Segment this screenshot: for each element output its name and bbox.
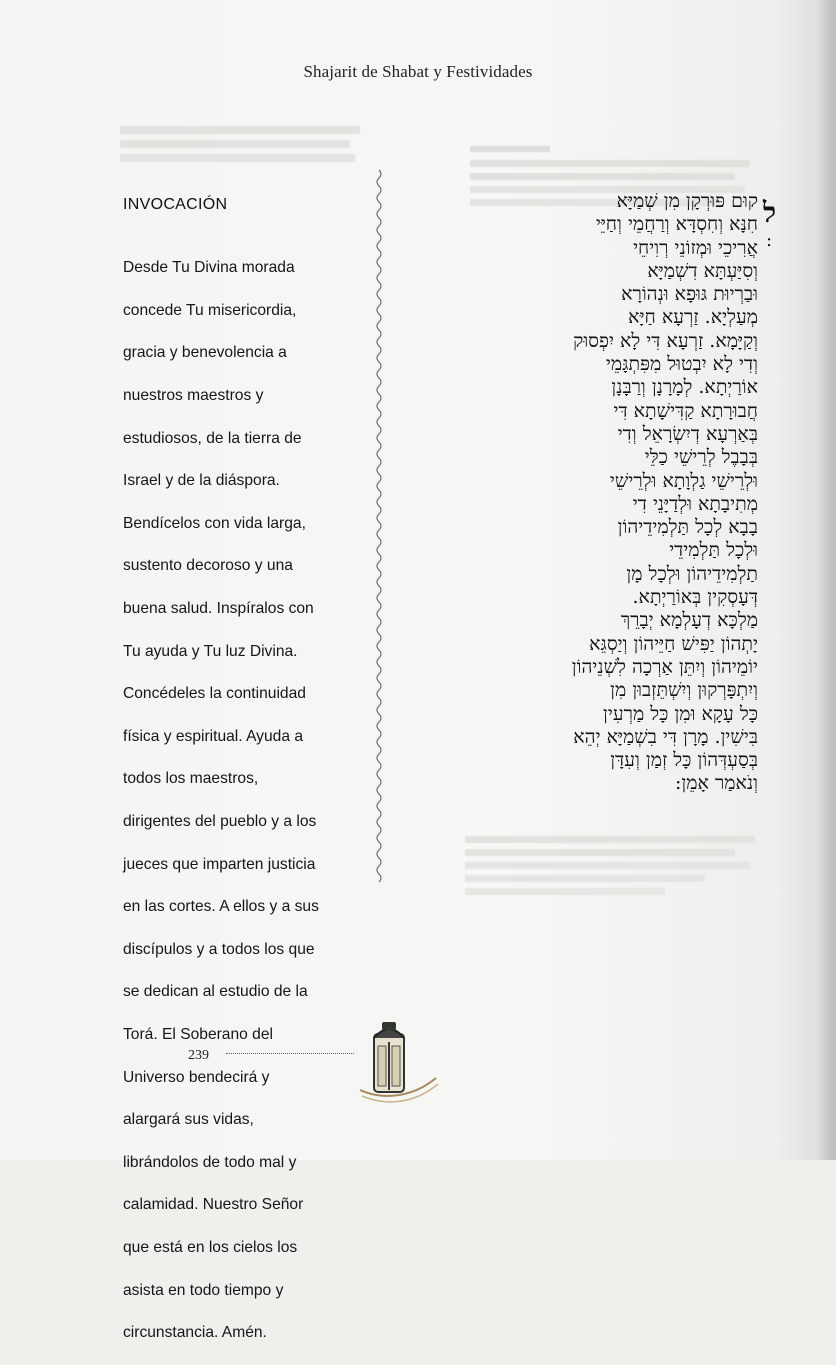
bleed-through-text-lower — [465, 830, 765, 970]
bleed-through-text-left — [120, 120, 370, 190]
text-line: librándolos de todo mal y — [123, 1153, 297, 1171]
hebrew-line: וְקַיָּמָא. זַרְעָא דִּי לָא יִפְסוּק — [573, 329, 758, 352]
text-line: discípulos y a todos los que — [123, 940, 315, 958]
text-line: Universo bendecirá y — [123, 1068, 270, 1086]
hebrew-line: אוֹרַיְתָא. לְמָרָנָן וְרַבָּנָן — [611, 376, 758, 399]
text-line: que está en los cielos los — [123, 1238, 298, 1256]
section-title: INVOCACIÓN — [123, 196, 228, 213]
hebrew-prayer-text — [440, 190, 758, 796]
text-line: asista en todo tiempo y — [123, 1281, 284, 1299]
text-line: circunstancia. Amén. — [123, 1324, 267, 1342]
text-line: nuestros maestros y — [123, 387, 264, 405]
hebrew-line: חֲבוּרָתָא קַדִּישָׁתָא דִּי — [613, 399, 758, 422]
hebrew-marker-dots: : — [766, 230, 773, 251]
text-line: Israel y de la diáspora. — [123, 472, 280, 490]
hebrew-line: תַלְמִידֵיהוֹן וּלְכָל מָן — [626, 562, 758, 585]
hebrew-line: אֲרִיכֵי וּמְזוֹנֵי רְוִיחֵי — [633, 236, 758, 259]
hebrew-line: מַלְכָּא דְעָלְמָא יְבָרֵךְ — [620, 609, 758, 632]
text-line: dirigentes del pueblo y a los — [123, 813, 317, 831]
hebrew-line: חִנָּא וְחִסְדָּא וְרַחֲמֵי וְחַיֵּי — [595, 213, 758, 236]
text-line: en las cortes. A ellos y a sus — [123, 898, 319, 916]
torah-ark-icon — [352, 1016, 442, 1108]
hebrew-line: בְּאַרְעָא דְיִשְׂרָאֵל וְדִי — [617, 422, 758, 445]
hebrew-marker: ל — [763, 196, 777, 229]
hebrew-line: וְסִיַּעְתָּא דִשְׁמַיָּא — [647, 259, 758, 282]
hebrew-line: מְעַלְיָא. זַרְעָא חַיָּא — [628, 306, 758, 329]
running-header: Shajarit de Shabat y Festividades — [303, 62, 533, 81]
text-line: todos los maestros, — [123, 770, 259, 788]
text-line: Torá. El Soberano del — [123, 1025, 273, 1043]
hebrew-line: קוּם פּוּרְקָן מִן שְׁמַיָּא — [616, 190, 758, 212]
text-line: Tu ayuda y Tu luz Divina. — [123, 642, 298, 660]
text-line: estudiosos, de la tierra de — [123, 429, 302, 447]
text-line: Concédeles la continuidad — [123, 685, 306, 703]
footer-rule — [226, 1053, 354, 1054]
text-line: gracia y benevolencia a — [123, 344, 287, 362]
page-number: 239 — [188, 1048, 209, 1063]
hebrew-line: וּלְרֵישֵׁי גַלְוָתָא וּלְרֵישֵׁי — [609, 469, 758, 492]
text-line: Bendícelos con vida larga, — [123, 514, 306, 532]
hebrew-line: וּבַרְיוּת גּוּפָא וּנְהוֹרָא — [621, 283, 758, 306]
text-line: buena salud. Inspíralos con — [123, 600, 314, 618]
hebrew-line: בִּישִׁין. מָרָן דִּי בִשְׁמַיָּא יְהֵא — [573, 725, 758, 748]
hebrew-line: וְנֹאמַר אָמֵן: — [675, 772, 758, 795]
hebrew-line: בָבָא לְכָל תַּלְמִידֵיהוֹן — [617, 516, 758, 539]
hebrew-line: יָתְהוֹן יַפִּישׁ חַיֵּיהוֹן וְיַסְגֵּא — [589, 632, 758, 655]
text-line: alargará sus vidas, — [123, 1111, 254, 1129]
invocation-text — [123, 236, 369, 1365]
page-edge — [814, 0, 836, 1160]
text-line: sustento decoroso y una — [123, 557, 293, 575]
wavy-divider — [372, 170, 386, 880]
text-line: concede Tu misericordia, — [123, 301, 297, 319]
hebrew-line: בְּבָבֶל לְרֵישֵׁי כַלֵּי — [644, 446, 758, 469]
text-line: se dedican al estudio de la — [123, 983, 308, 1001]
hebrew-line: בְּסַעְדְּהוֹן כָּל זְמַן וְעִדָּן — [610, 749, 758, 772]
hebrew-line: וְיִתְפָּרְקוּן וְיִשְׁתֵּזְבוּן מִן — [610, 679, 758, 702]
hebrew-line: כָּל עָקָא וּמִן כָּל מַרְעִין — [603, 702, 758, 725]
hebrew-line: דְּעָסְקִין בְּאוֹרַיְתָא. — [632, 586, 758, 609]
text-line: física y espiritual. Ayuda a — [123, 727, 304, 745]
hebrew-line: וְדִי לָא יִבְטוּל מִפִּתְגָּמֵי — [605, 353, 758, 376]
text-line: jueces que imparten justicia — [123, 855, 316, 873]
text-line: Desde Tu Divina morada — [123, 259, 295, 277]
hebrew-line: וּלְכָל תַּלְמִידֵי — [669, 539, 758, 562]
text-line: calamidad. Nuestro Señor — [123, 1196, 304, 1214]
hebrew-line: מְתִיבָתָא וּלְדַיָּנֵי דִי — [632, 492, 758, 515]
hebrew-line: יוֹמֵיהוֹן וְיִתֵּן אַרְכָה לִשְׁנֵיהוֹן — [571, 655, 758, 678]
